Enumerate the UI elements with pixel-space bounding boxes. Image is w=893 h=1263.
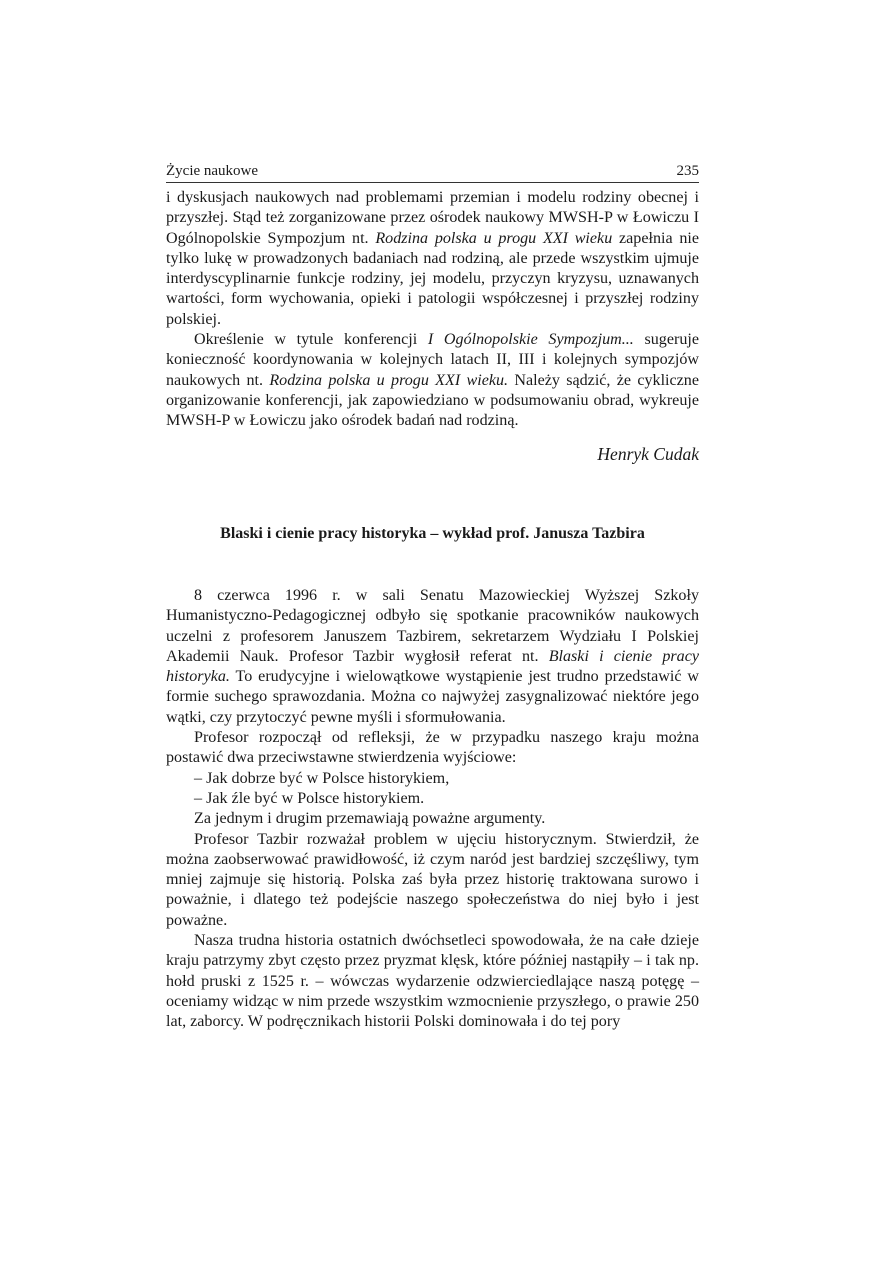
list-item: – Jak dobrze być w Polsce historykiem, xyxy=(194,769,450,787)
paragraph: Określenie w tytule konferencji I Ogólnopolskie Sympozjum... sugeruje konieczność koordynowania w kolejnych latach II, III i kolejnych sympozjów naukowych nt. Rodzina polska u progu XXI wieku. Należy sądzić, że cykliczne organizowanie konferencji, jak zapowiedziano w podsumowaniu obrad, wykreuje MWSH-P w Łowiczu jako ośrodek badań nad rodziną. xyxy=(166,331,699,430)
section-name: Życie naukowe xyxy=(166,163,259,179)
article-body xyxy=(166,586,699,1033)
paragraph: 8 czerwca 1996 r. w sali Senatu Mazowieckiej Wyższej Szkoły Humanistyczno-Pedagogicznej odbyło się spotkanie pracowników naukowych uczelni z profesorem Januszem Tazbirem, sekretarzem Wydziału I Polskiej Akademii Nauk. Profesor Tazbir wygłosił referat nt. Blaski i cienie pracy historyka. To erudycyjne i wielowątkowe wystąpienie jest trudno przedstawić w formie suchego sprawozdania. Można co najwyżej zasygnalizować niektóre jego wątki, czy przytoczyć pewne myśli i sformułowania. xyxy=(166,587,699,726)
paragraph: Profesor Tazbir rozważał problem w ujęciu historycznym. Stwierdził, że można zaobserwować prawidłowość, iż czym naród jest bardziej szczęśliwy, tym mniej zajmuje się historią. Polska zaś była przez historię traktowana surowo i poważnie, i dlatego też podejście naszego społeczeństwa do niej było i jest poważne. xyxy=(166,830,699,929)
article-title: Blaski i cienie pracy historyka – wykład prof. Janusza Tazbira xyxy=(220,525,645,542)
paragraph: Za jednym i drugim przemawiają poważne argumenty. xyxy=(194,810,546,828)
running-header xyxy=(166,160,699,183)
paragraph: Profesor rozpoczął od refleksji, że w przypadku naszego kraju można postawić dwa przeciwstawne stwierdzenia wyjściowe: xyxy=(166,729,699,767)
author-signature: Henryk Cudak xyxy=(597,444,699,464)
paragraph: Nasza trudna historia ostatnich dwóchsetleci spowodowała, że na całe dzieje kraju patrzymy zbyt często przez pryzmat klęsk, które później nastąpiły – i tak np. hołd pruski z 1525 r. – wówczas wydarzenie odzwierciedlające naszą potęgę – oceniamy widząc w nim przede wszystkim wzmocnienie przyszłego, o prawie 250 lat, zaborcy. W podręcznikach historii Polski dominowała i do tej pory xyxy=(166,932,699,1031)
previous-article-end xyxy=(166,188,699,432)
page-number: 235 xyxy=(676,163,699,179)
list-item: – Jak źle być w Polsce historykiem. xyxy=(194,789,425,807)
paragraph: i dyskusjach naukowych nad problemami przemian i modelu rodziny obecnej i przyszłej. Stąd też zorganizowane przez ośrodek naukowy MWSH-P w Łowiczu I Ogólnopolskie Sympozjum nt. Rodzina polska u progu XXI wieku zapełnia nie tylko lukę w prowadzonych badaniach nad rodziną, ale przede wszystkim ujmuje interdyscyplinarnie funkcje rodziny, jej modelu, przyczyn kryzysu, uznawanych wartości, form wychowania, opieki i patologii współczesnej i przyszłej rodziny polskiej. xyxy=(166,189,700,328)
